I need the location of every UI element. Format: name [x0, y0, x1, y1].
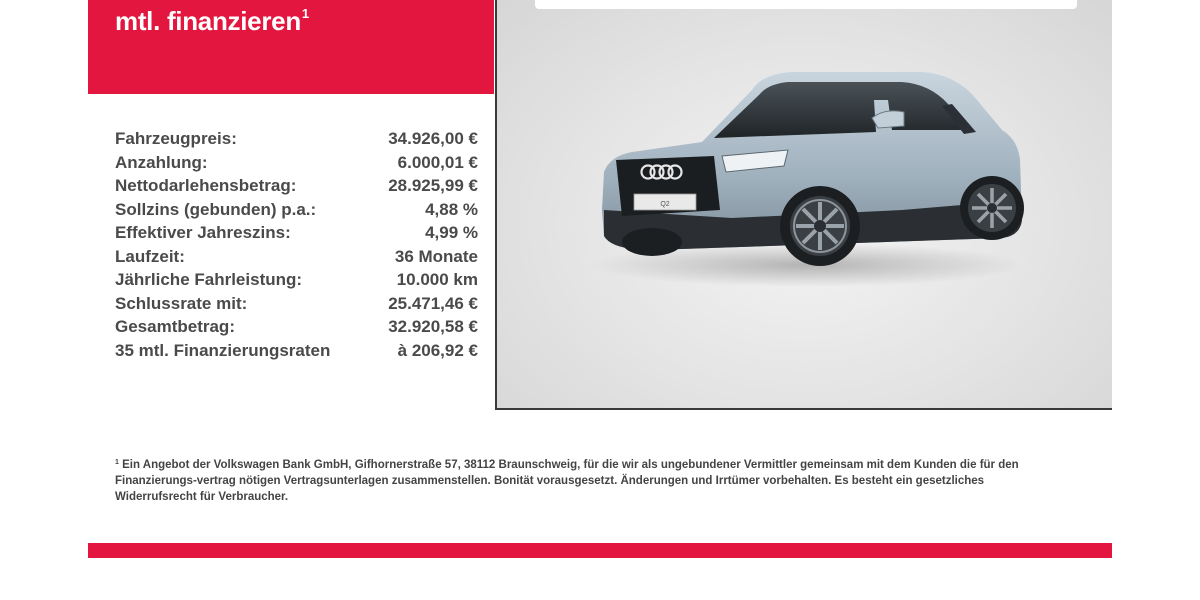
legal-footnote [115, 455, 1035, 505]
front-wheel [780, 186, 860, 266]
finance-value: 25.471,46 € [388, 293, 478, 313]
hero-title-footnote-marker: 1 [301, 6, 309, 21]
finance-row [115, 339, 478, 363]
finance-row [115, 174, 478, 198]
finance-table [115, 127, 478, 362]
finance-value: 32.920,58 € [388, 317, 478, 336]
finance-value: 28.925,99 € [388, 176, 478, 195]
finance-label: Anzahlung: [115, 152, 208, 172]
finance-row [115, 221, 478, 245]
finance-label: Schlussrate mit: [115, 293, 248, 313]
finance-value: à 206,92 € [397, 340, 478, 360]
top-info-banner [535, 0, 1077, 9]
finance-row [115, 151, 478, 175]
finance-label: Laufzeit: [115, 246, 185, 266]
dealer-logo [150, 594, 250, 600]
finance-label: Sollzins (gebunden) p.a.: [115, 199, 317, 219]
rear-wheel [960, 176, 1024, 240]
finance-hero-banner [88, 0, 494, 94]
finance-row [115, 268, 478, 292]
front-left-wheel [622, 228, 682, 256]
bottom-red-bar [88, 543, 1112, 558]
finance-value: 4,88 % [425, 199, 478, 219]
finance-label: Nettodarlehensbetrag: [115, 176, 297, 195]
finance-value: 36 Monate [394, 246, 478, 266]
finance-label: Effektiver Jahreszins: [115, 223, 291, 242]
finance-row [115, 198, 478, 222]
hero-title [115, 6, 309, 37]
finance-value: 10.000 km [396, 270, 478, 289]
footnote-text: Ein Angebot der Volkswagen Bank GmbH, Gifhornerstraße 57, 38112 Braunschweig, für die wir als ungebundener Vermittler gemeinsam mit dem Kunden die für den Finanzierungs-vertrag nötigen Vertragsunterlagen zusammenstellen. Bonität vorausgesetzt. Änderungen und Irrtümer vorbehalten. Es besteht ein gesetzliches Widerrufsrecht für Verbraucher. [115, 459, 1019, 503]
finance-label: Gesamtbetrag: [115, 317, 235, 336]
finance-row [115, 127, 478, 151]
car-image-panel [495, 0, 1112, 410]
dealer-contact-line [818, 594, 993, 600]
car-image [592, 60, 1032, 290]
finance-value: 4,99 % [425, 223, 478, 242]
finance-label: Jährliche Fahrleistung: [115, 270, 303, 289]
finance-row [115, 245, 478, 269]
finance-label: 35 mtl. Finanzierungsraten [115, 340, 331, 360]
license-plate-text: Q2 [660, 201, 670, 208]
footnote-marker: 1 [115, 459, 119, 466]
hero-title-text: mtl. finanzieren [115, 6, 301, 36]
finance-row [115, 315, 478, 339]
finance-value: 34.926,00 € [388, 129, 478, 148]
finance-value: 6.000,01 € [397, 152, 478, 172]
finance-label: Fahrzeugpreis: [115, 129, 237, 148]
finance-row [115, 292, 478, 316]
